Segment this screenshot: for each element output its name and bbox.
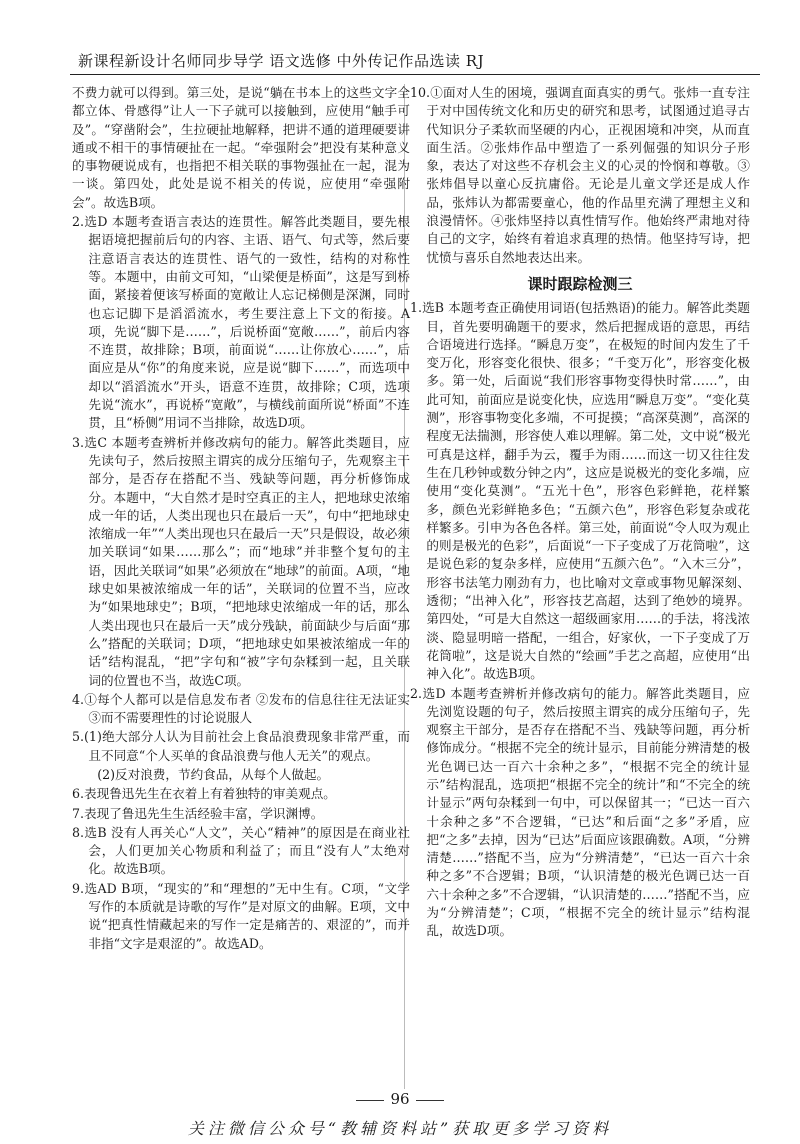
footer-note: 关注微信公众号“教辅资料站”获取更多学习资料 [187, 1119, 613, 1138]
paragraph: 不费力就可以得到。第三处，是说“躺在书本上的这些文字全都立体、骨感得”让人一下子就可以接触到，应使用“触手可及”。“穿凿附会”，生拉硬扯地解释，把讲不通的道理硬要讲通或不相干的事情硬扯在一起。“牵强附会”把没有某种意义的事物硬说成有，也指把不相关联的事物强扯在一起，混为一谈。第四处，此处是说不相关的传说，应使用“牵强附会”。故选B项。 [72, 85, 410, 210]
right-intro [410, 84, 750, 267]
paragraph: 4.①每个人都可以是信息发布者 ②发布的信息往往无法证实 ③而不需要理性的讨论说服人 [72, 691, 410, 726]
right-main [410, 299, 750, 940]
paragraph: 6.表现鲁迅先生在衣着上有着独特的审美观点。 [72, 786, 336, 802]
left-column [72, 84, 410, 954]
header-title: 新课程新设计名师同步导学 语文选修 中外传记作品选读 RJ [78, 52, 485, 70]
paragraph: 10.①面对人生的困境，强调直面真实的勇气。张炜一直专注于对中国传统文化和历史的研究和思考，试图通过追寻古代知识分子柔软而坚硬的内心，正视困境和冲突，从而直面生活。②张炜作品中塑造了一系列倔强的知识分子形象，表达了对这些不存机会主义的心灵的怜悯和尊敬。③张炜倡导以童心反抗庸俗。无论是儿童文学还是成人作品，张炜认为都需要童心，他的作品里充满了理想主义和浪漫情怀。④张炜坚持以真性情写作。他始终严肃地对待自己的文字，始终有着追求真理的热情。他坚持写诗，把忧愤与喜乐自然地表达出来。 [410, 85, 750, 265]
page-number [0, 1090, 800, 1108]
paragraph: 2.选D 本题考查语言表达的连贯性。解答此类题目，要先根据语境把握前后句的内容、主语、语气、句式等，然后要注意语言表达的连贯性、语气的一致性，结构的对称性等。本题中，由前文可知，“山梁便是桥面”，这是写到桥面，紧接着便该写桥面的宽敞让人忘记梯侧是深渊，同时也忘记脚下是滔滔流水，考生要注意上下文的衔接。A项，先说“脚下是……”，后说桥面“宽敞……”，前后内容不连贯，故排除；B项，前面说“……让你放心……”，后面应是从“你”的角度来说，应是说“脚下……”，而选项中却以“滔滔流水”开头，语意不连贯，故排除；C项，选项先说“流水”，再说桥“宽敞”，与横线前面所说“桥面”不连贯，且“桥侧”用词不当排除，故选D项。 [72, 214, 410, 431]
page-number-dash-left [356, 1100, 384, 1101]
paragraph: 5.(1)绝大部分人认为目前社会上食品浪费现象非常严重，而且不同意“个人买单的食品浪费与他人无关”的观点。 [72, 729, 410, 763]
paragraph: 1.选B 本题考查正确使用词语(包括熟语)的能力。解答此类题目，首先要明确题干的要求，然后把握成语的意思，再结合语境进行选择。“瞬息万变”，在极短的时间内发生了千变万化，形容变化很快、很多；“千变万化”，形容变化极多。第一处，后面说“我们形容事物变得快时常……”，由此可知，前面应是说变化快，应选用“瞬息万变”。“变化莫测”，形容事物变化多端，不可捉摸；“高深莫测”，高深的程度无法揣测，形容使人难以理解。第二处，文中说“极光可真是这样，翻手为云，覆手为雨……而这一切又往往发生在几秒钟或数分钟之内”，这应是说极光的变化多端，应使用“变化莫测”。“五光十色”，形容色彩鲜艳，花样繁多，颜色光彩鲜艳多色；“五颜六色”，形容色彩复杂或花样繁多。引申为各色各样。第三处，前面说“令人叹为观止的则是极光的色彩”，后面说“一下子变成了万花筒啦”，这是说色彩的复杂多样，应使用“五颜六色”。“入木三分”，形容书法笔力刚劲有力，也比喻对文章或事物见解深刻、透彻；“出神入化”，形容技艺高超，达到了绝妙的境界。第四处，“可是大自然这一超级画家用……的手法，将浅浓淡、隐显明暗一搭配，一组合，好家伙，一下子变成了万花筒啦”，这是说大自然的“绘画”手艺之高超，应使用“出神入化”。故选B项。 [410, 300, 750, 682]
page-number-text: 96 [390, 1090, 410, 1108]
page-header [70, 48, 760, 75]
page-number-dash-right [416, 1100, 444, 1101]
paragraph: 2.选D 本题考查辨析并修改病句的能力。解答此类题目，应先浏览设题的句子，然后按照主谓宾的成分压缩句子，先观察主干部分，是否存在搭配不当、残缺等问题，再分析修饰成分。“根据不完全的统计显示，目前能分辨清楚的极光色调已达一百六十余种之多”，“根据不完全的统计显示”结构混乱，选项把“根据不完全的统计”和“不完全的统计显示”两句杂糅到一句中，可以保留其一；“已达一百六十余种之多”不合逻辑，“已达”和后面“之多”矛盾，应把“之多”去掉，因为“已达”后面应该跟确数。A项，“分辨清楚……”搭配不当，应为“分辨清楚”，“已达一百六十余种之多”不合逻辑；B项，“认识清楚的极光色调已达一百六十余种之多”不合逻辑，“认识清楚的……”搭配不当，应为“分辨清楚”；C项，“根据不完全的统计显示”结构混乱，故选D项。 [410, 685, 750, 939]
paragraph: 7.表现了鲁迅先生生活经验丰富，学识渊博。 [72, 805, 324, 821]
paragraph: (2)反对浪费，节约食品，从每个人做起。 [97, 766, 330, 782]
paragraph: 8.选B 没有人再关心“人文”，关心“精神”的原因是在商业社会，人们更加关心物质和利益了；而且“没有人”太绝对化。故选B项。 [72, 824, 410, 877]
paragraph: 9.选AD B项，“现实的”和“理想的”无中生有。C项，“文学写作的本质就是诗歌的写作”是对原文的曲解。E项，文中说“把真性情藏起来的写作一定是痛苦的、艰涩的”，而并非指“文字是艰涩的”。故选AD。 [72, 880, 410, 951]
paragraph: 3.选C 本题考查辨析并修改病句的能力。解答此类题目，应先读句子，然后按照主谓宾的成分压缩句子，先观察主干部分，是否存在搭配不当、残缺等问题，再分析修饰成分。本题中，“大自然才是时空真正的主人，把地球史浓缩成一年的话，人类出现也只在最后一天”，句中“把地球史浓缩成一年”“人类出现也只在最后一天”只是假设，故必须加关联词“如果……那么”；而“地球”并非整个复句的主语，因此关联词“如果”必须放在“地球”的前面。A项，“地球史如果被浓缩成一年的话”，关联词的位置不当，应改为“如果地球史”；B项，“把地球史浓缩成一年的话，那么人类出现也只在最后一天”成分残缺，前面缺少与后面“那么”搭配的关联词；D项，“把地球史如果被浓缩成一年的话”结构混乱，“把”字句和“被”字句杂糅到一起，且关联词的位置也不当，故选C项。 [72, 434, 410, 688]
right-column [410, 84, 750, 942]
section-title: 课时跟踪检测三 [527, 274, 633, 293]
